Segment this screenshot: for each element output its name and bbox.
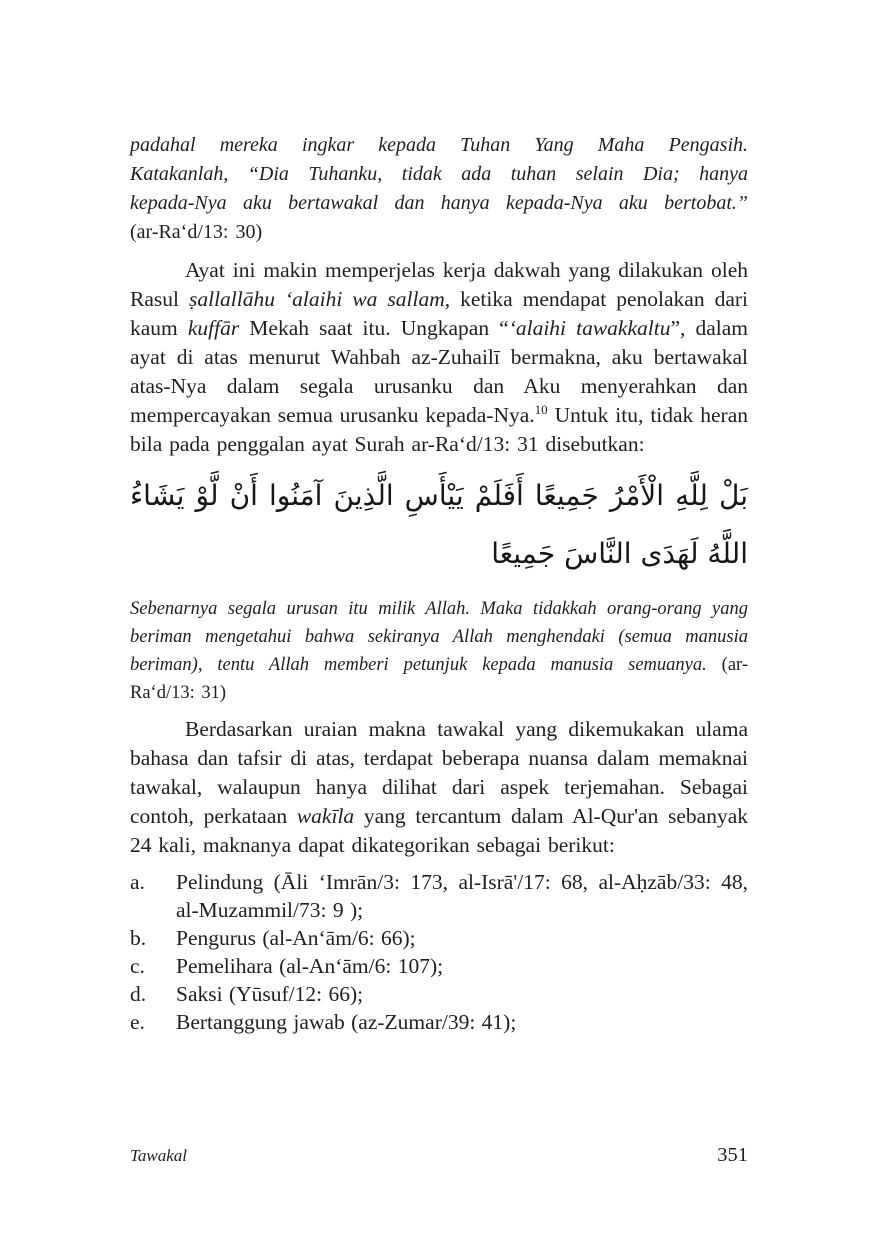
footer-running-title: Tawakal [130, 1146, 188, 1165]
footnote-ref-10: 10 [534, 401, 548, 417]
list-item-text: Bertanggung jawab (az-Zumar/39: 41); [176, 1010, 517, 1034]
quote-31-text: Sebenarnya segala urusan itu milik Allah. Maka tidakkah orang-orang yang beriman mengetahui bahwa sekiranya Allah menghendaki (semua manusia beriman), tentu Allah memberi petunjuk kepada manusia semuanya. [130, 599, 748, 675]
phrase-alaihi-tawakkaltu: ‘alaihi tawakkaltu [508, 316, 671, 340]
list-marker: d. [130, 982, 147, 1006]
quote-30-text: padahal mereka ingkar kepada Tuhan Yang Maha Pengasih. Katakanlah, “Dia Tuhanku, tidak ada tuhan selain Dia; hanya kepada-Nya aku bertawakal dan hanya kepada-Nya aku bertobat.” [130, 134, 748, 214]
list-marker: b. [130, 926, 147, 950]
list-item-text: Saksi (Yūsuf/12: 66); [176, 982, 364, 1006]
phrase-wakila: wakīla [296, 804, 355, 828]
quote-31-reference: (ar-Ra‘d/13: 31) [130, 655, 748, 703]
list-item-pelindung [130, 868, 748, 924]
paragraph-makna-tawakal [130, 715, 748, 860]
list-item-bertanggung-jawab [130, 1008, 748, 1036]
paragraph-makna-text: Berdasarkan uraian makna tawakal yang dikemukakan ulama bahasa dan tafsir di atas, terdapat beberapa nuansa dalam memaknai tawakal, walaupun hanya dilihat dari aspek terjemahan. Sebagai contoh, perkataan [130, 717, 748, 828]
paragraph-makna-text: yang tercantum dalam Al-Qur'an sebanyak 24 kali, maknanya dapat dikategorikan sebagai berikut: [130, 804, 749, 857]
list-marker: a. [130, 870, 145, 894]
quote-30-reference: (ar-Ra‘d/13: 30) [130, 221, 263, 243]
footer-page-number: 351 [717, 1144, 748, 1166]
paragraph-dakwah [130, 256, 748, 459]
list-item-pengurus [130, 924, 748, 952]
page-footer [130, 1144, 748, 1167]
list-marker: c. [130, 954, 145, 978]
paragraph-dakwah-text: Ayat ini makin memperjelas kerja dakwah yang dilakukan oleh Rasul [130, 258, 748, 311]
paragraph-dakwah-text: , ketika mendapat penolakan dari kaum [130, 287, 748, 340]
list-item-text: Pengurus (al-An‘ām/6: 66); [176, 926, 416, 950]
paragraph-dakwah-text: Mekah saat itu. Ungkapan “ [239, 316, 509, 340]
list-item-text: Pemelihara (al-An‘ām/6: 107); [176, 954, 444, 978]
quote-verse-30 [130, 131, 748, 247]
list-item-saksi [130, 980, 748, 1008]
wakila-category-list [130, 868, 748, 1036]
list-marker: e. [130, 1010, 145, 1034]
arabic-verse: بَلْ لِلَّهِ الْأَمْرُ جَمِيعًا أَفَلَمْ يَيْأَسِ الَّذِينَ آمَنُوا أَنْ لَّوْ يَشَاءُ اللَّهُ لَهَدَى النَّاسَ جَمِيعًا [130, 479, 748, 570]
list-item-text: Pelindung (Āli ‘Imrān/3: 173, al-Isrā'/17: 68, al-Aḥzāb/33: 48, al-Muzammil/73: 9 ); [176, 870, 748, 922]
phrase-sallallahu: ṣallallāhu ‘alaihi wa sallam [188, 287, 445, 311]
paragraph-dakwah-text: ”, dalam ayat di atas menurut Wahbah az-Zuhailī bermakna, aku bertawakal atas-Nya dalam segala urusanku dan Aku menyerahkan dan mempercayakan semua urusanku kepada-Nya. [130, 316, 748, 427]
list-item-pemelihara [130, 952, 748, 980]
phrase-kuffar: kuffār [187, 316, 240, 340]
paragraph-dakwah-text: Untuk itu, tidak heran bila pada penggalan ayat Surah ar-Ra‘d/13: 31 disebutkan: [130, 403, 748, 456]
quote-translation-31 [130, 595, 748, 707]
